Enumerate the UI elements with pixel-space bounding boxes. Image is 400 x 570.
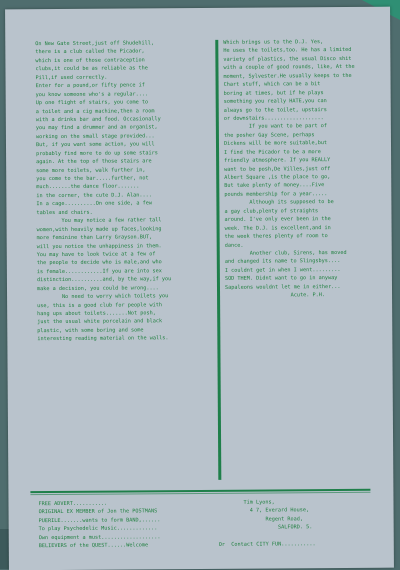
text-line: clubs,it could be as reliable as the — [35, 65, 148, 73]
text-line: again. At the top of those stairs are — [36, 158, 152, 166]
contact-address-block — [218, 498, 378, 550]
text-line: interesting reading material on the walls. — [37, 335, 169, 343]
text-line: SOD THEM. Didnt want to go in anyway — [224, 275, 338, 283]
text-line: SALFORD. 5. — [218, 524, 313, 532]
text-line: Tim Lyons, — [218, 499, 275, 506]
text-line: He uses the toilets,too. He has a limited — [223, 47, 352, 55]
text-line: You may notice a few rather tall — [36, 217, 162, 225]
text-line: dance. — [224, 242, 244, 249]
text-line: Enter for a pound,or fifty pence if — [35, 82, 145, 90]
text-line: On New Gate Street,just off Shudehill, — [35, 40, 154, 48]
text-line: something you really HATE,you can — [223, 98, 327, 105]
text-line: Own equipment a must................... — [38, 534, 161, 541]
text-line: Pill,if used correctly. — [35, 74, 108, 81]
text-line: women,with heavily made up faces,looking — [36, 225, 162, 233]
text-line: moment, Sylvester.He usually keeps to the — [223, 72, 352, 80]
text-line: Dickens will be more suitable,but — [223, 140, 328, 148]
text-line: Up one flight of stairs, you come to — [35, 99, 149, 107]
text-line: Albert Square ,is the place to go, — [224, 174, 331, 181]
text-line: you come to the bar.....further, not — [36, 175, 149, 183]
text-line: If you want to be part of — [223, 123, 327, 131]
text-line: some more toilets, walk further in, — [36, 166, 146, 174]
text-line: just the usual white porcelain and black — [37, 318, 163, 326]
text-line: But take plenty of money....Five — [224, 182, 325, 190]
text-line: ORIGINAL EX MEMBER of Jon the POSTMANS — [38, 508, 158, 516]
text-line: Which brings us to the D.J. Yes, — [223, 39, 324, 46]
text-line: Regent Road, — [218, 516, 303, 523]
text-line: a toilet and a cig machine,then a room — [35, 107, 155, 115]
text-line: To play Psychedelic Music............. — [38, 525, 158, 533]
text-line: around. I've only ever been in the — [224, 216, 331, 224]
text-line: the week theres plenty of room to — [224, 233, 328, 240]
text-line: is female............If you are into sex — [36, 268, 162, 275]
text-line: distinction..........and, by the way,if you — [36, 276, 172, 284]
text-line: plastic, with some boring and some — [37, 327, 144, 335]
text-line: the posher Gay Scene, perhaps — [223, 132, 315, 139]
text-line: there is a club called the Picador, — [35, 48, 145, 56]
text-line: you know someone who's a regular.... — [35, 90, 149, 98]
text-line: PUERILE.......wants to form BAND,...... — [38, 517, 161, 525]
text-line: 4 7, Everard House, — [218, 507, 310, 515]
text-line: variety of plastics, the usual Disco shit — [223, 55, 352, 63]
text-line: Or Contact CITY FUN........... — [218, 541, 316, 549]
text-line: hang ups about toilets.......Not posh, — [37, 310, 156, 318]
left-article-column — [35, 39, 215, 344]
text-line: want to be posh,De Villes,just off — [224, 165, 331, 173]
text-line: working on the small stage provided... — [35, 133, 155, 140]
text-line: BELIEVERS of the QUEST......Welcome — [38, 542, 149, 550]
text-line: Acute. P.H. — [225, 292, 326, 299]
text-line: In a cage..........On one side, a few — [36, 200, 152, 208]
text-line: which is one of those contraception — [35, 57, 145, 65]
text-line: and changed its name to Slingsbys.... — [224, 258, 341, 266]
text-line: much.......the dance floor....... — [36, 183, 140, 191]
text-line: will you notice the unhappiness in them. — [36, 242, 162, 250]
text-line: Although its supposed to be — [224, 199, 334, 207]
column-divider — [215, 40, 221, 480]
text-line: Another club, Sirens, has moved — [224, 249, 347, 257]
text-line: Sapaleons wouldnt let me in either... — [224, 283, 341, 291]
text-line: I couldnt get in when I went......... — [224, 266, 341, 274]
free-advert-block — [38, 499, 208, 551]
fanzine-page — [5, 7, 394, 570]
text-line: But, if you want some action, you will — [35, 141, 155, 149]
text-line: boring at times, but if he plays — [223, 89, 324, 97]
text-line: probably find more to do up some stairs — [36, 149, 158, 157]
text-line: No need to worry which toilets you — [37, 293, 169, 301]
right-article-column — [223, 38, 385, 301]
text-line: always go to the toilet, upstairs — [223, 106, 327, 114]
text-line: the people to decide who is male,and who — [36, 259, 162, 267]
text-line: make a decision, you could be wrong.... — [36, 284, 159, 292]
text-line: in the corner, the cute D.J. Alan.... — [36, 192, 152, 200]
text-line: FREE ADVERT........... — [38, 500, 108, 508]
text-line: I find the Picador to be a more — [224, 148, 321, 156]
text-line: pounds membership for a year..... — [224, 190, 328, 198]
text-line: with a couple of good rounds, like, At the — [223, 64, 355, 72]
text-line: week. The D.J. is excellent,and in — [224, 224, 331, 232]
text-line: a gay club,plenty of straights — [224, 207, 319, 215]
text-line: You may have to look twice at a few of — [36, 251, 156, 259]
text-line: friendly atmosphere. If you REALLY — [224, 157, 331, 164]
text-line: use, this is a good club for people with — [37, 301, 163, 309]
text-line: Chart stuff, which can be a bit — [223, 81, 321, 89]
text-line: more feminine than Larry Grayson.BUT, — [36, 234, 153, 242]
text-line: you may find a drummer and an organist, — [35, 124, 158, 132]
text-line: or downstairs................... — [223, 115, 324, 122]
text-line: tables and chairs. — [36, 209, 93, 216]
text-line: with a drinks bar and food. Occasionally — [35, 116, 161, 124]
